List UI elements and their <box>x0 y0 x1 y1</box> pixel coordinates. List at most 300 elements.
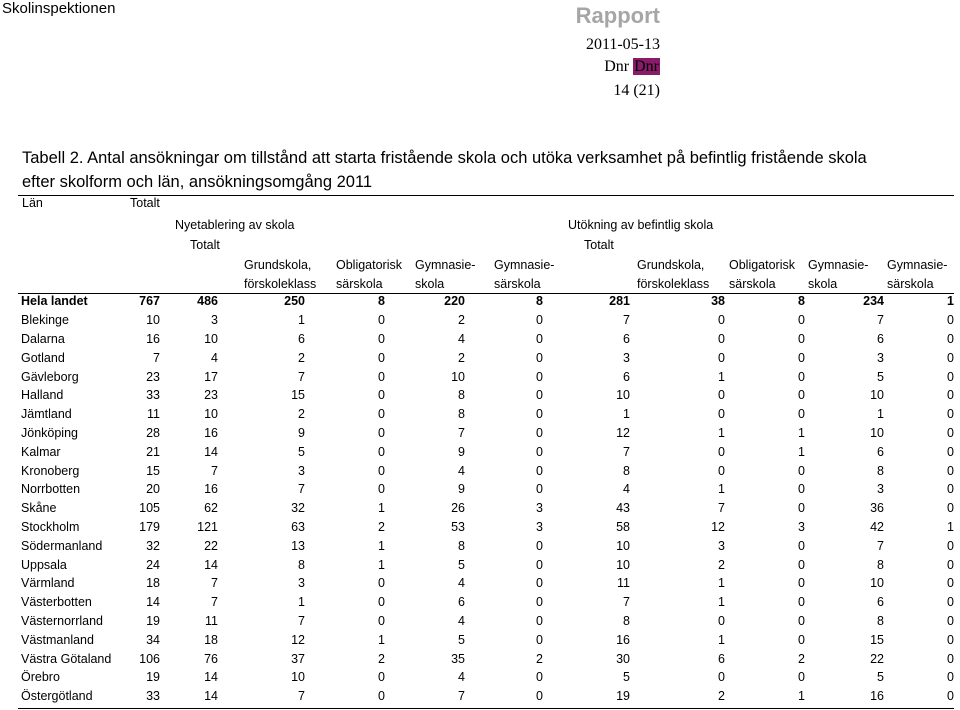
table-cell: 3 <box>798 519 805 534</box>
table-cell: 5 <box>458 632 465 647</box>
lan-name: Stockholm <box>21 519 80 534</box>
table-cell: 8 <box>458 388 465 403</box>
table-cell: 22 <box>204 538 218 553</box>
table-title-line-1: Tabell 2. Antal ansökningar om tillstånd att starta fristående skola och utöka verksamhet på befintlig fristående skola <box>22 149 867 167</box>
table-cell: 10 <box>616 388 630 403</box>
table-cell: 58 <box>616 519 630 534</box>
table-cell: 11 <box>147 407 160 422</box>
table-cell: 1 <box>798 444 805 459</box>
table-row-total <box>18 292 954 311</box>
table-cell: 2 <box>798 651 805 666</box>
table-cell: 8 <box>623 463 630 478</box>
table-cell: 0 <box>536 689 543 704</box>
table-cell: 6 <box>718 651 725 666</box>
header-nyetablering: Nyetablering av skola <box>175 218 295 232</box>
table-cell: 0 <box>798 350 805 365</box>
table-cell: 0 <box>798 369 805 384</box>
lan-name: Värmland <box>21 576 75 591</box>
table-cell: 6 <box>877 331 884 346</box>
table-cell: 0 <box>718 670 725 685</box>
table-cell: 0 <box>798 388 805 403</box>
table-cell: 19 <box>146 613 160 628</box>
table-cell: 2 <box>378 651 385 666</box>
table-cell: 0 <box>536 632 543 647</box>
table-cell: 0 <box>378 482 385 497</box>
lan-name: Gotland <box>21 350 65 365</box>
table-cell: 0 <box>947 350 954 365</box>
table-cell: 2 <box>536 651 543 666</box>
table-cell: 0 <box>947 651 954 666</box>
table-cell: 2 <box>458 313 465 328</box>
table-cell: 2 <box>718 689 725 704</box>
table-cell: 8 <box>877 463 884 478</box>
table-cell: 0 <box>718 463 725 478</box>
table-cell: 0 <box>947 613 954 628</box>
table-cell: 0 <box>536 350 543 365</box>
table-cell: 0 <box>798 632 805 647</box>
table-cell: 0 <box>536 613 543 628</box>
table-row <box>18 348 954 367</box>
table-cell: 5 <box>298 444 305 459</box>
table-cell: 5 <box>458 557 465 572</box>
data-table <box>18 292 954 706</box>
table-cell: 1 <box>718 595 725 610</box>
table-cell: 1 <box>877 407 884 422</box>
table-cell: 10 <box>870 425 884 440</box>
table-cell: 1 <box>718 482 725 497</box>
table-cell: 16 <box>146 331 160 346</box>
table-cell: 0 <box>718 350 725 365</box>
table-cell: 8 <box>623 613 630 628</box>
table-cell: 105 <box>139 501 160 516</box>
table-cell: 10 <box>870 388 884 403</box>
table-cell: 2 <box>458 350 465 365</box>
table-cell: 16 <box>616 632 630 647</box>
table-cell: 4 <box>458 670 465 685</box>
table-cell: 7 <box>211 463 218 478</box>
table-cell: 0 <box>378 388 385 403</box>
table-cell: 0 <box>947 313 954 328</box>
table-cell: 18 <box>146 576 160 591</box>
table-cell: 1 <box>298 313 305 328</box>
lan-name: Kronoberg <box>21 463 80 478</box>
table-cell: 1 <box>623 407 630 422</box>
table-cell: 4 <box>458 331 465 346</box>
table-cell: 32 <box>291 501 305 516</box>
table-cell: 11 <box>617 576 630 591</box>
table-row <box>18 311 954 330</box>
table-cell: 0 <box>536 313 543 328</box>
table-cell: 37 <box>291 651 305 666</box>
table-cell: 42 <box>870 519 884 534</box>
table-cell: 23 <box>204 388 218 403</box>
lan-name: Dalarna <box>21 331 65 346</box>
table-cell: 234 <box>863 294 884 309</box>
table-cell: 28 <box>146 425 160 440</box>
table-cell: 2 <box>298 407 305 422</box>
table-cell: 8 <box>877 557 884 572</box>
table-cell: 0 <box>798 670 805 685</box>
table-cell: 7 <box>298 482 305 497</box>
table-cell: 0 <box>947 538 954 553</box>
table-cell: 4 <box>458 613 465 628</box>
lan-name: Skåne <box>21 501 57 516</box>
table-cell: 5 <box>877 369 884 384</box>
table-cell: 1 <box>718 369 725 384</box>
table-cell: 10 <box>870 576 884 591</box>
table-cell: 10 <box>291 670 305 685</box>
table-cell: 8 <box>798 294 805 309</box>
header-ut-obligatorisk-sarskola: Obligatorisk särskola <box>729 258 795 291</box>
table-cell: 6 <box>623 331 630 346</box>
table-cell: 14 <box>204 689 218 704</box>
table-cell: 10 <box>204 407 218 422</box>
table-row <box>18 593 954 612</box>
table-cell: 0 <box>947 689 954 704</box>
table-cell: 0 <box>798 407 805 422</box>
table-cell: 10 <box>616 557 630 572</box>
table-cell: 0 <box>798 501 805 516</box>
table-cell: 10 <box>204 331 218 346</box>
table-cell: 0 <box>798 576 805 591</box>
table-cell: 0 <box>947 463 954 478</box>
table-cell: 0 <box>378 425 385 440</box>
table-cell: 1 <box>378 538 385 553</box>
page-number: 14 (21) <box>613 82 660 99</box>
table-cell: 16 <box>204 482 218 497</box>
table-cell: 121 <box>197 519 218 534</box>
table-cell: 7 <box>153 350 160 365</box>
header-grundskola: Grundskola, förskoleklass <box>244 258 317 291</box>
table-cell: 0 <box>378 576 385 591</box>
table-cell: 0 <box>536 595 543 610</box>
table-cell: 36 <box>870 501 884 516</box>
table-cell: 0 <box>798 331 805 346</box>
table-row <box>18 367 954 386</box>
table-cell: 0 <box>378 407 385 422</box>
table-cell: 1 <box>378 632 385 647</box>
header-ut-gymnasieskola: Gymnasie- skola <box>808 258 869 291</box>
dnr-label: Dnr <box>604 58 630 75</box>
table-row <box>18 555 954 574</box>
table-cell: 3 <box>718 538 725 553</box>
table-title-line-2: efter skolform och län, ansökningsomgång 2011 <box>22 173 373 191</box>
table-cell: 15 <box>870 632 884 647</box>
table-cell: 3 <box>877 482 884 497</box>
header-gymnasiesarskola: Gymnasie- särskola <box>494 258 555 291</box>
table-cell: 0 <box>536 463 543 478</box>
table-cell: 43 <box>616 501 630 516</box>
table-cell: 9 <box>458 444 465 459</box>
table-cell: 18 <box>204 632 218 647</box>
table-cell: 0 <box>947 388 954 403</box>
table-cell: 0 <box>798 313 805 328</box>
table-cell: 0 <box>798 557 805 572</box>
table-row <box>18 405 954 424</box>
header-ut-totalt: Totalt <box>584 238 614 252</box>
table-cell: 0 <box>718 388 725 403</box>
table-cell: 0 <box>947 369 954 384</box>
table-cell: 3 <box>536 501 543 516</box>
table-cell: 0 <box>947 425 954 440</box>
lan-name: Västmanland <box>21 632 94 647</box>
table-cell: 24 <box>146 557 160 572</box>
table-cell: 7 <box>623 444 630 459</box>
table-cell: 7 <box>211 576 218 591</box>
table-cell: 23 <box>146 369 160 384</box>
table-cell: 767 <box>139 294 160 309</box>
table-cell: 7 <box>211 595 218 610</box>
table-cell: 0 <box>718 444 725 459</box>
header-ny-totalt: Totalt <box>190 238 220 252</box>
table-cell: 19 <box>146 670 160 685</box>
table-cell: 0 <box>947 482 954 497</box>
table-cell: 8 <box>877 613 884 628</box>
table-cell: 0 <box>536 444 543 459</box>
table-cell: 0 <box>718 407 725 422</box>
table-cell: 9 <box>458 482 465 497</box>
table-cell: 0 <box>947 331 954 346</box>
table-cell: 1 <box>378 557 385 572</box>
table-row <box>18 461 954 480</box>
table-cell: 3 <box>211 313 218 328</box>
table-cell: 10 <box>146 313 160 328</box>
table-cell: 0 <box>718 613 725 628</box>
table-cell: 5 <box>623 670 630 685</box>
table-cell: 0 <box>536 369 543 384</box>
table-cell: 7 <box>458 425 465 440</box>
table-cell: 26 <box>451 501 465 516</box>
table-cell: 1 <box>947 519 954 534</box>
table-cell: 12 <box>711 519 725 534</box>
table-cell: 33 <box>146 388 160 403</box>
table-cell: 7 <box>877 313 884 328</box>
table-cell: 0 <box>947 632 954 647</box>
table-cell: 0 <box>536 670 543 685</box>
lan-name: Västerbotten <box>21 595 92 610</box>
table-cell: 8 <box>378 294 385 309</box>
table-cell: 0 <box>536 576 543 591</box>
lan-name: Västernorrland <box>21 613 103 628</box>
lan-name: Uppsala <box>21 557 67 572</box>
table-cell: 16 <box>870 689 884 704</box>
lan-name: Halland <box>21 388 64 403</box>
header-gymnasieskola: Gymnasie- skola <box>415 258 476 291</box>
table-cell: 4 <box>458 576 465 591</box>
table-row <box>18 330 954 349</box>
table-cell: 0 <box>947 444 954 459</box>
table-cell: 1 <box>378 501 385 516</box>
table-cell: 1 <box>718 576 725 591</box>
table-cell: 14 <box>204 557 218 572</box>
table-row <box>18 386 954 405</box>
table-cell: 0 <box>947 595 954 610</box>
table-cell: 62 <box>204 501 218 516</box>
header-totalt: Totalt <box>130 196 160 210</box>
table-cell: 1 <box>718 425 725 440</box>
table-cell: 1 <box>798 425 805 440</box>
table-cell: 1 <box>718 632 725 647</box>
table-cell: 0 <box>798 538 805 553</box>
table-cell: 38 <box>711 294 725 309</box>
lan-name: Hela landet <box>21 294 88 309</box>
table-cell: 0 <box>718 331 725 346</box>
table-cell: 15 <box>146 463 160 478</box>
table-cell: 0 <box>378 613 385 628</box>
table-cell: 4 <box>458 463 465 478</box>
lan-name: Örebro <box>21 670 60 685</box>
table-cell: 0 <box>378 369 385 384</box>
header-ut-grundskola: Grundskola, förskoleklass <box>637 258 710 291</box>
table-cell: 0 <box>798 463 805 478</box>
table-cell: 0 <box>798 613 805 628</box>
table-cell: 0 <box>536 407 543 422</box>
table-cell: 6 <box>458 595 465 610</box>
table-cell: 179 <box>139 519 160 534</box>
table-row <box>18 499 954 518</box>
table-cell: 0 <box>378 331 385 346</box>
table-row <box>18 536 954 555</box>
header-obligatorisk-sarskola: Obligatorisk särskola <box>336 258 402 291</box>
table-cell: 3 <box>298 463 305 478</box>
table-cell: 3 <box>298 576 305 591</box>
table-cell: 106 <box>139 651 160 666</box>
table-cell: 0 <box>378 463 385 478</box>
lan-name: Södermanland <box>21 538 103 553</box>
table-cell: 35 <box>451 651 465 666</box>
table-cell: 15 <box>291 388 305 403</box>
table-row <box>18 424 954 443</box>
table-cell: 0 <box>947 670 954 685</box>
table-cell: 0 <box>798 595 805 610</box>
table-cell: 8 <box>458 538 465 553</box>
table-cell: 220 <box>444 294 465 309</box>
table-cell: 5 <box>877 670 884 685</box>
header-lan: Län <box>22 196 43 210</box>
table-cell: 7 <box>458 689 465 704</box>
table-cell: 0 <box>378 444 385 459</box>
lan-name: Kalmar <box>21 444 61 459</box>
table-cell: 30 <box>616 651 630 666</box>
table-cell: 7 <box>623 595 630 610</box>
table-cell: 33 <box>146 689 160 704</box>
header-utokning: Utökning av befintlig skola <box>568 218 714 232</box>
table-cell: 12 <box>616 425 630 440</box>
table-cell: 1 <box>798 689 805 704</box>
lan-name: Norrbotten <box>21 482 81 497</box>
table-cell: 2 <box>378 519 385 534</box>
table-cell: 0 <box>378 689 385 704</box>
table-cell: 250 <box>284 294 305 309</box>
table-cell: 0 <box>536 482 543 497</box>
table-cell: 53 <box>451 519 465 534</box>
table-cell: 7 <box>298 369 305 384</box>
table-cell: 16 <box>204 425 218 440</box>
document-type: Rapport <box>575 3 660 28</box>
table-cell: 1 <box>947 294 954 309</box>
table-cell: 2 <box>298 350 305 365</box>
table-body <box>18 292 954 706</box>
lan-name: Jämtland <box>21 407 72 422</box>
document-date: 2011-05-13 <box>585 36 660 53</box>
table-cell: 8 <box>536 294 543 309</box>
dnr-value: Dnr <box>634 58 659 75</box>
table-cell: 6 <box>298 331 305 346</box>
table-cell: 0 <box>947 407 954 422</box>
table-cell: 0 <box>798 482 805 497</box>
table-cell: 7 <box>298 613 305 628</box>
table-cell: 0 <box>718 313 725 328</box>
table-cell: 7 <box>623 313 630 328</box>
table-cell: 0 <box>536 425 543 440</box>
table-cell: 4 <box>623 482 630 497</box>
lan-name: Västra Götaland <box>21 651 112 666</box>
table-row <box>18 630 954 649</box>
table-cell: 8 <box>298 557 305 572</box>
table-cell: 11 <box>205 613 218 628</box>
table-cell: 14 <box>146 595 160 610</box>
table-cell: 14 <box>204 670 218 685</box>
table-cell: 63 <box>291 519 305 534</box>
table-cell: 0 <box>378 670 385 685</box>
table-cell: 19 <box>616 689 630 704</box>
lan-name: Östergötland <box>21 689 93 704</box>
table-cell: 0 <box>378 595 385 610</box>
table-row <box>18 480 954 499</box>
table-cell: 10 <box>451 369 465 384</box>
table-cell: 32 <box>146 538 160 553</box>
table-cell: 14 <box>204 444 218 459</box>
table-cell: 7 <box>877 538 884 553</box>
table-cell: 13 <box>291 538 305 553</box>
organization-name: Skolinspektionen <box>2 0 116 17</box>
table-cell: 4 <box>211 350 218 365</box>
table-cell: 486 <box>197 294 218 309</box>
lan-name: Jönköping <box>21 425 78 440</box>
table-cell: 1 <box>298 595 305 610</box>
table-cell: 3 <box>877 350 884 365</box>
table-cell: 6 <box>877 444 884 459</box>
table-cell: 0 <box>536 538 543 553</box>
table-cell: 34 <box>146 632 160 647</box>
table-row <box>18 612 954 631</box>
table-row <box>18 518 954 537</box>
table-cell: 7 <box>718 501 725 516</box>
table-cell: 9 <box>298 425 305 440</box>
table-cell: 7 <box>298 689 305 704</box>
table-cell: 2 <box>718 557 725 572</box>
lan-name: Gävleborg <box>21 369 79 384</box>
table-cell: 0 <box>536 388 543 403</box>
table-cell: 0 <box>947 557 954 572</box>
header-ut-gymnasiesarskola: Gymnasie- särskola <box>887 258 948 291</box>
table-row <box>18 649 954 668</box>
table-cell: 76 <box>204 651 218 666</box>
table-cell: 22 <box>870 651 884 666</box>
table-row <box>18 442 954 461</box>
table-cell: 6 <box>623 369 630 384</box>
table-cell: 0 <box>378 313 385 328</box>
table-title <box>22 146 952 194</box>
table-cell: 17 <box>204 369 218 384</box>
table-bottom-rule <box>18 708 954 709</box>
table-cell: 6 <box>877 595 884 610</box>
table-cell: 0 <box>378 350 385 365</box>
table-row <box>18 687 954 706</box>
table-row <box>18 668 954 687</box>
table-cell: 8 <box>458 407 465 422</box>
table-cell: 12 <box>291 632 305 647</box>
